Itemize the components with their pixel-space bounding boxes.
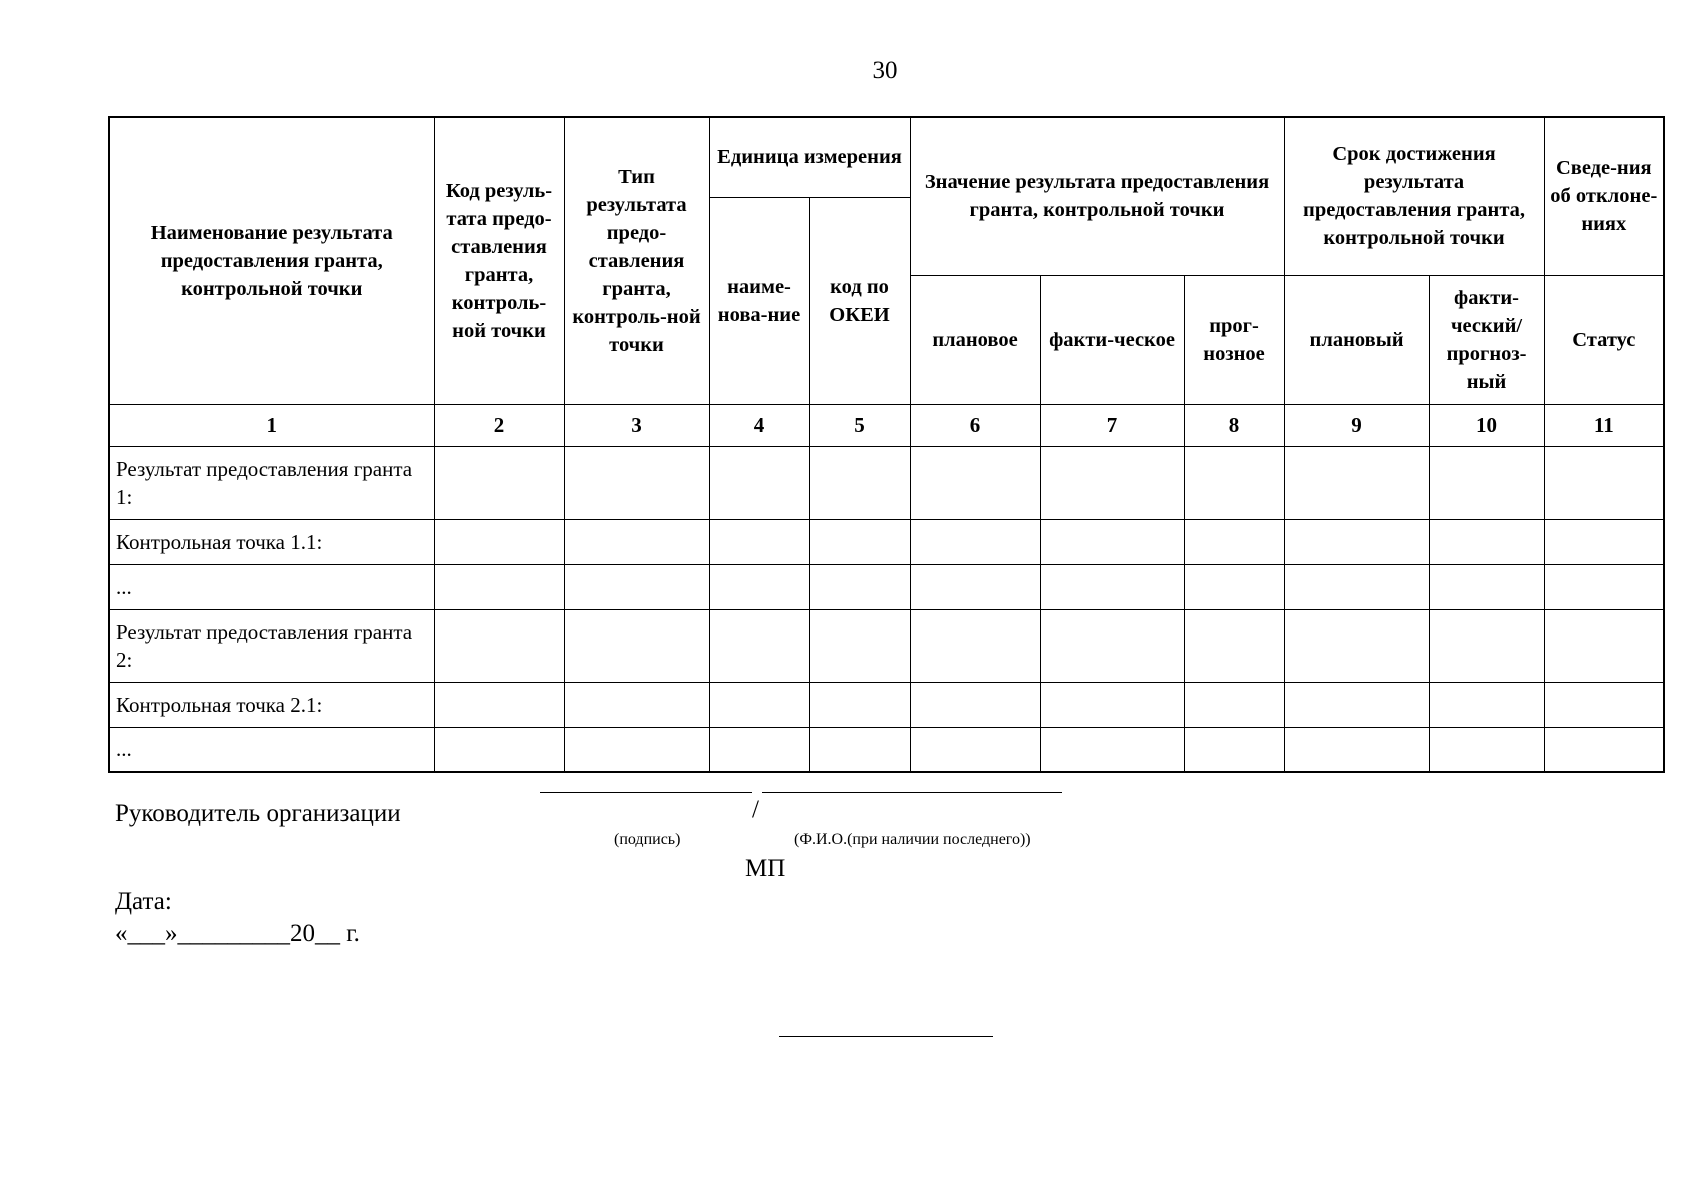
signature-caption: (подпись) [614,831,681,848]
table-cell[interactable] [1284,519,1429,564]
table-cell[interactable] [709,519,809,564]
table-cell[interactable] [1040,519,1184,564]
table-cell[interactable] [564,446,709,519]
table-cell[interactable] [434,564,564,609]
header-name: Наименование результата предоставления гранта, контрольной точки [109,117,434,404]
table-cell[interactable] [434,446,564,519]
table-row [109,727,1664,772]
header-value-fact: факти-ческое [1040,275,1184,404]
column-number: 7 [1040,404,1184,446]
column-number: 4 [709,404,809,446]
table-cell[interactable] [709,609,809,682]
date-field[interactable]: «___»_________20__ г. [115,920,360,947]
header-unit: Единица измерения [709,117,910,197]
table-cell[interactable] [709,682,809,727]
table-cell[interactable] [434,727,564,772]
header-type: Тип результата предо-ставления гранта, контроль-ной точки [564,117,709,404]
table-cell[interactable] [709,446,809,519]
header-deadline-plan: плановый [1284,275,1429,404]
table-cell[interactable] [1284,564,1429,609]
column-number: 6 [910,404,1040,446]
table-cell[interactable] [1284,446,1429,519]
results-table [108,116,1665,773]
page-number: 30 [872,57,898,84]
table-cell[interactable] [809,609,910,682]
header-value: Значение результата предоставления гранта, контрольной точки [910,117,1284,275]
row-label: Результат предоставления гранта 2: [109,609,434,682]
table-cell[interactable] [1184,519,1284,564]
table-cell[interactable] [910,609,1040,682]
table-cell[interactable] [1429,609,1544,682]
header-deadline-fact: факти-ческий/ прогноз-ный [1429,275,1544,404]
table-cell[interactable] [1184,682,1284,727]
table-cell[interactable] [809,519,910,564]
header-code: Код резуль-тата предо-ставления гранта, контроль-ной точки [434,117,564,404]
table-cell[interactable] [1040,609,1184,682]
table-cell[interactable] [1284,682,1429,727]
table-cell[interactable] [910,519,1040,564]
table-cell[interactable] [564,519,709,564]
row-label: ... [109,564,434,609]
table-cell[interactable] [1040,564,1184,609]
table-cell[interactable] [1284,727,1429,772]
table-cell[interactable] [1040,682,1184,727]
table-cell[interactable] [910,446,1040,519]
table-row [109,446,1664,519]
table-cell[interactable] [564,682,709,727]
full-name-caption: (Ф.И.О.(при наличии последнего)) [794,831,1031,848]
signatory-label: Руководитель организации [115,800,401,827]
table-cell[interactable] [434,682,564,727]
table-cell[interactable] [434,609,564,682]
table-cell[interactable] [709,727,809,772]
table-cell[interactable] [809,682,910,727]
column-number: 11 [1544,404,1664,446]
table-cell[interactable] [1544,727,1664,772]
column-number: 8 [1184,404,1284,446]
row-label: Контрольная точка 1.1: [109,519,434,564]
signature-slash: / [752,796,759,823]
row-label: ... [109,727,434,772]
column-number: 10 [1429,404,1544,446]
table-cell[interactable] [1544,519,1664,564]
date-label: Дата: [115,888,172,915]
table-cell[interactable] [709,564,809,609]
table-cell[interactable] [1544,446,1664,519]
bottom-divider [779,1036,993,1037]
table-cell[interactable] [564,609,709,682]
table-cell[interactable] [1429,727,1544,772]
signature-line[interactable] [540,792,752,793]
table-cell[interactable] [1184,727,1284,772]
table-cell[interactable] [1429,446,1544,519]
full-name-line[interactable] [762,792,1062,793]
column-number: 2 [434,404,564,446]
table-cell[interactable] [1429,519,1544,564]
header-value-forecast: прог-нозное [1184,275,1284,404]
row-label: Результат предоставления гранта 1: [109,446,434,519]
table-cell[interactable] [1184,564,1284,609]
column-number: 1 [109,404,434,446]
column-number: 9 [1284,404,1429,446]
table-row [109,609,1664,682]
header-deadline: Срок достижения результата предоставления гранта, контрольной точки [1284,117,1544,275]
header-status: Статус [1544,275,1664,404]
table-cell[interactable] [1429,564,1544,609]
stamp-label: МП [745,855,786,882]
table-row [109,564,1664,609]
table-cell[interactable] [1040,446,1184,519]
column-number: 3 [564,404,709,446]
table-cell[interactable] [1544,564,1664,609]
header-unit-okei: код по ОКЕИ [809,197,910,404]
table-cell[interactable] [809,446,910,519]
table-cell[interactable] [910,682,1040,727]
header-deviation: Сведе-ния об отклоне-ниях [1544,117,1664,275]
table-cell[interactable] [910,564,1040,609]
table-cell[interactable] [1429,682,1544,727]
table-cell[interactable] [1544,609,1664,682]
table-cell[interactable] [809,564,910,609]
table-cell[interactable] [1184,609,1284,682]
table-cell[interactable] [564,564,709,609]
table-cell[interactable] [434,519,564,564]
table-row [109,682,1664,727]
row-label: Контрольная точка 2.1: [109,682,434,727]
table-cell[interactable] [1184,446,1284,519]
table-cell[interactable] [910,727,1040,772]
table-row [109,519,1664,564]
header-value-plan: плановое [910,275,1040,404]
table-cell[interactable] [809,727,910,772]
table-cell[interactable] [1544,682,1664,727]
table-cell[interactable] [1284,609,1429,682]
header-unit-name: наиме-нова-ние [709,197,809,404]
table-cell[interactable] [564,727,709,772]
column-number: 5 [809,404,910,446]
table-cell[interactable] [1040,727,1184,772]
